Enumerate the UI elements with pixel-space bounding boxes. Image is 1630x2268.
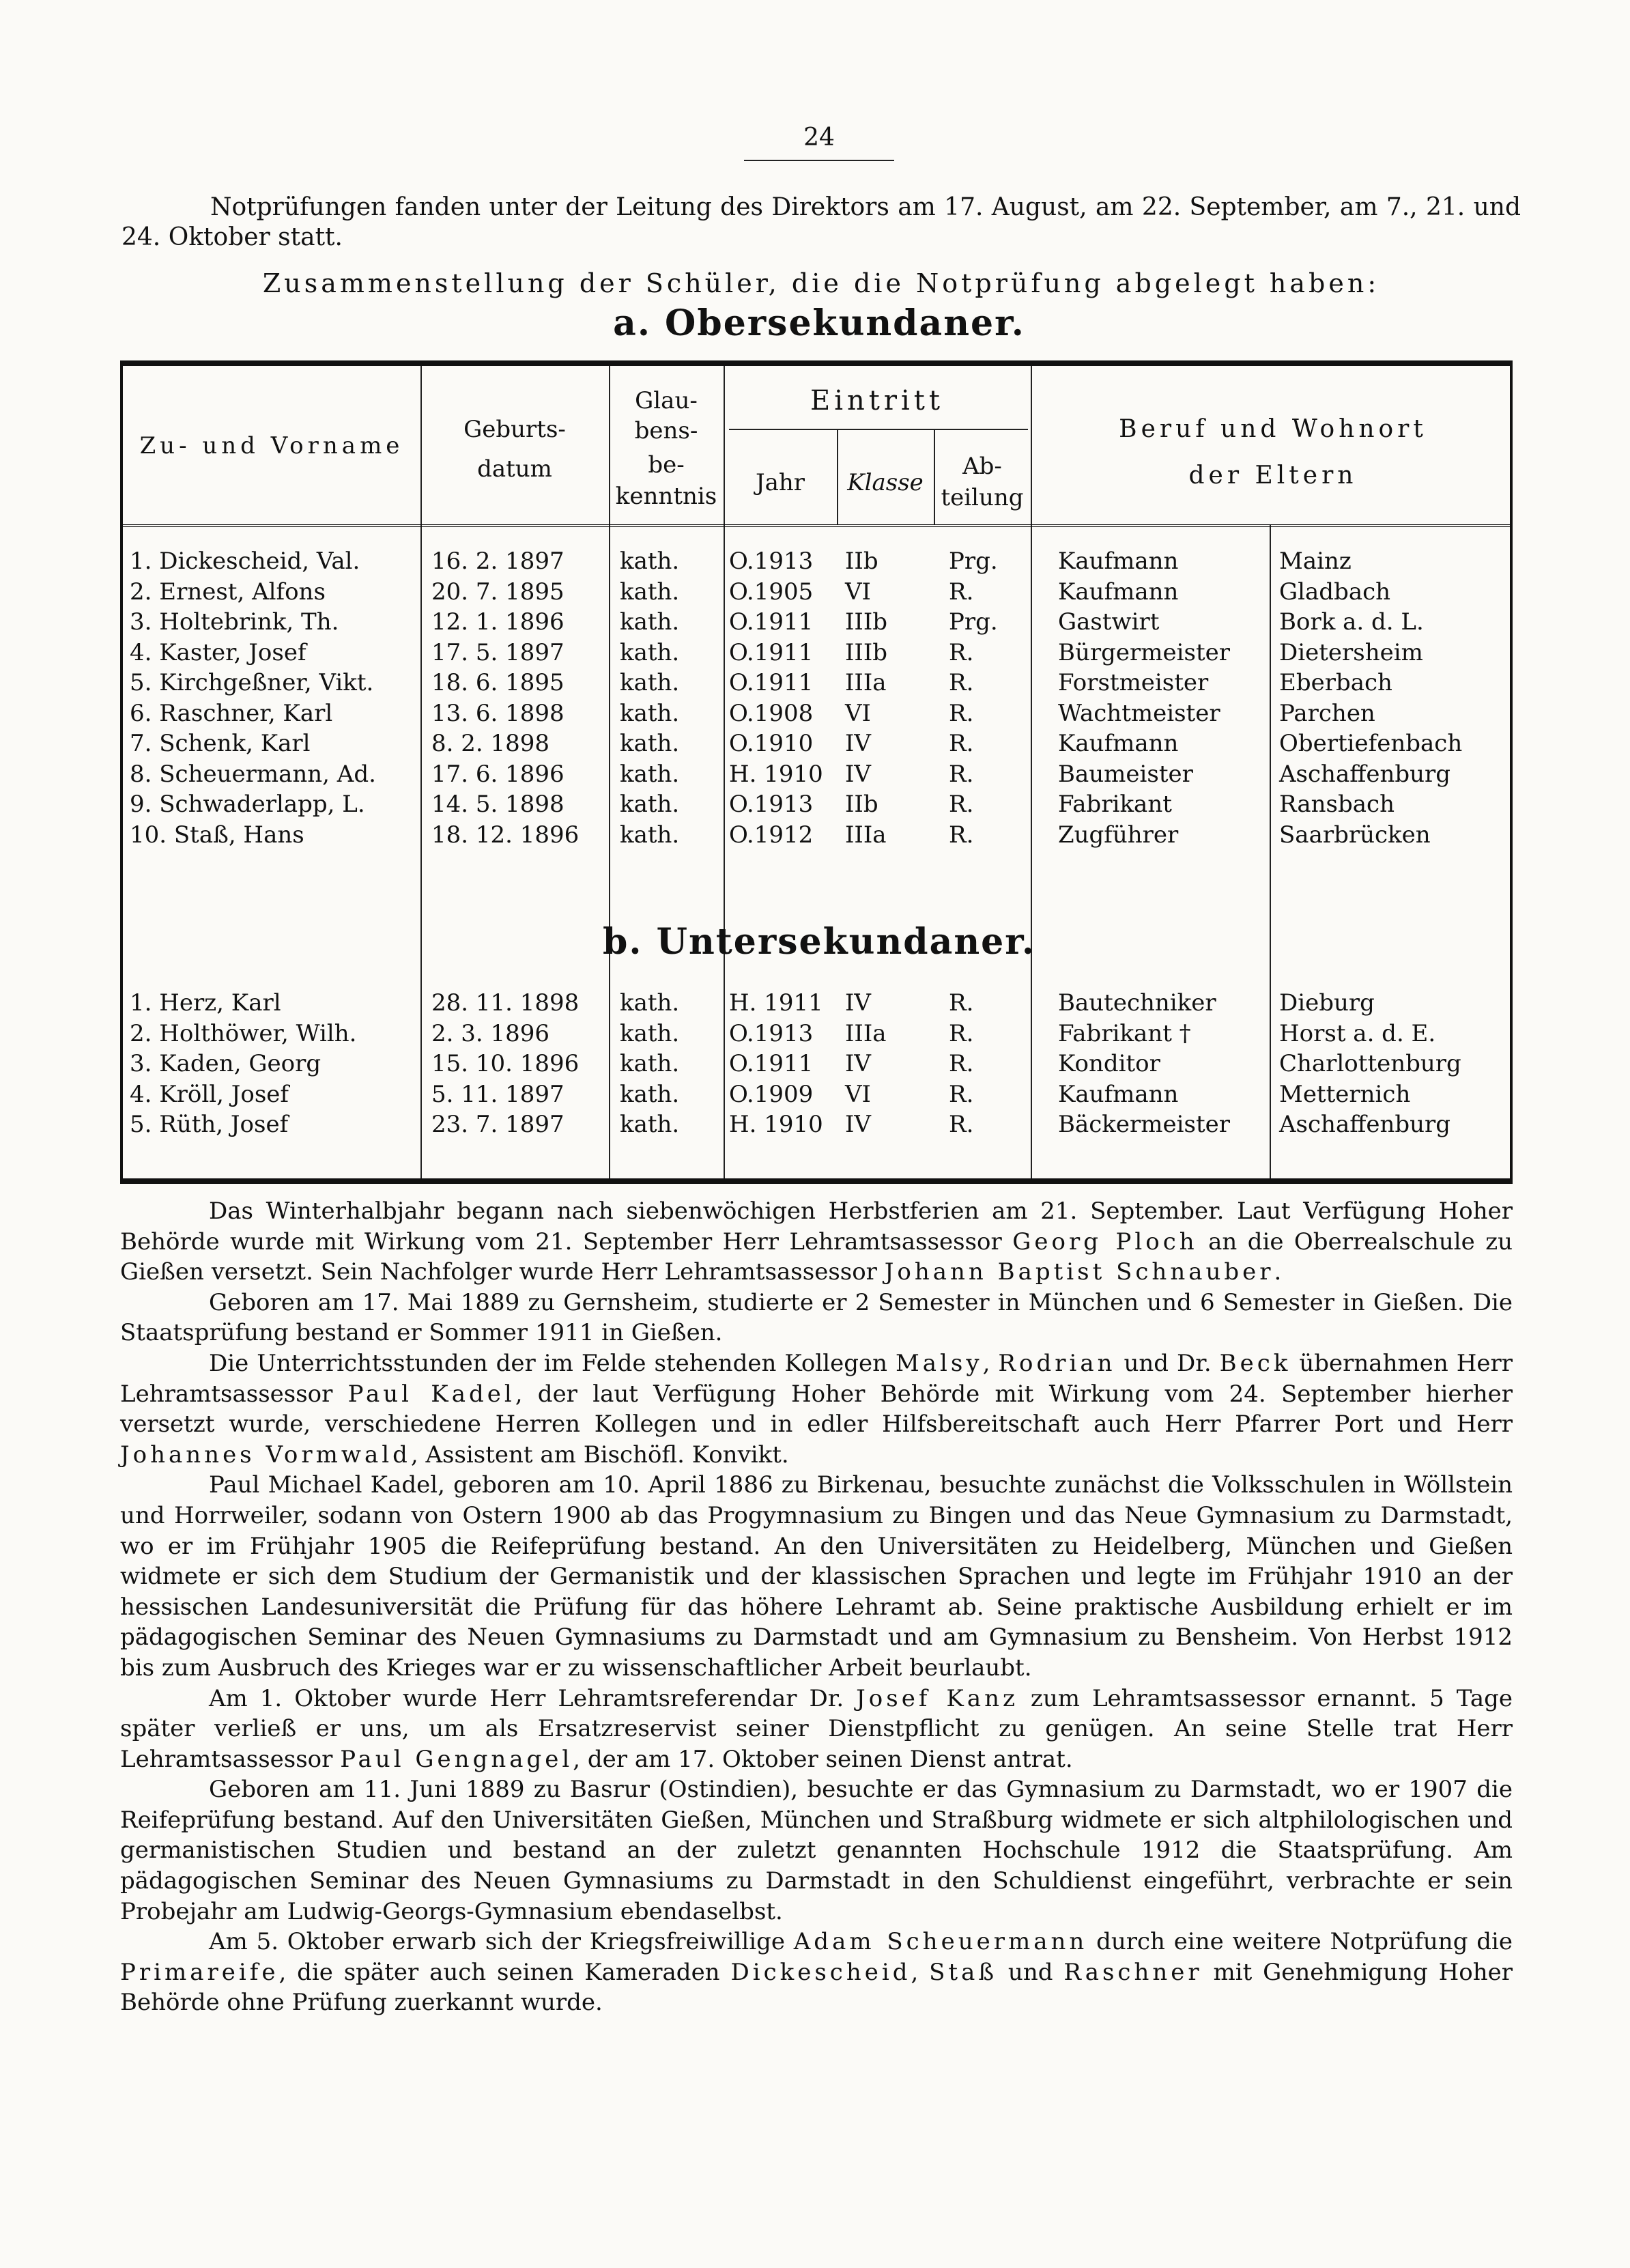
birth-date: 20. 7. 1895: [431, 578, 564, 606]
spaced-name: Paul Gengnagel: [340, 1745, 573, 1773]
parent-residence: Eberbach: [1279, 669, 1392, 696]
table-row: [123, 1049, 1510, 1079]
parent-residence: Aschaffenburg: [1279, 760, 1451, 788]
religion: kath.: [620, 760, 680, 788]
student-name: 10. Staß, Hans: [130, 821, 304, 849]
religion: kath.: [620, 608, 680, 636]
header-year: Jahr: [755, 469, 805, 496]
parent-occupation: Fabrikant: [1058, 791, 1172, 818]
spaced-name: Georg Ploch: [1012, 1228, 1198, 1256]
parent-residence: Ransbach: [1279, 791, 1395, 818]
religion: kath.: [620, 1080, 680, 1108]
student-name: 7. Schenk, Karl: [130, 730, 311, 757]
student-name: 2. Ernest, Alfons: [130, 578, 326, 606]
entry-year: O.1911: [729, 1050, 814, 1077]
spaced-name: Adam Scheuermann: [793, 1928, 1088, 1956]
student-name: 8. Scheuermann, Ad.: [130, 760, 376, 788]
entry-year: O.1909: [729, 1080, 814, 1108]
parent-occupation: Kaufmann: [1058, 578, 1179, 606]
text-run: an die Oberrealschule zu Gießen versetzt. Sein Nachfolger wurde Herr Lehramtsassessor: [120, 1228, 1513, 1286]
text-run: und Dr.: [1115, 1349, 1220, 1377]
entry-class: IIIb: [845, 638, 888, 666]
table-row: [123, 1019, 1510, 1049]
table-row: [123, 789, 1510, 819]
spaced-name: Malsy: [895, 1349, 983, 1377]
department: Prg.: [949, 548, 998, 575]
department: R.: [949, 1111, 974, 1138]
parent-residence: Horst a. d. E.: [1279, 1019, 1436, 1047]
header-birth-2: datum: [477, 455, 552, 483]
header-entry: Eintritt: [810, 385, 944, 416]
entry-year: O.1913: [729, 791, 814, 818]
entry-class: VI: [845, 578, 871, 606]
spaced-name: Johann Baptist Schnauber: [884, 1258, 1274, 1286]
entry-class: VI: [845, 1080, 871, 1108]
text-run: Die Unterrichtsstunden der im Felde stehenden Kollegen: [209, 1349, 896, 1377]
spaced-name: Rodrian: [998, 1349, 1116, 1377]
text-run: .: [1274, 1258, 1282, 1286]
entry-class: VI: [845, 699, 871, 727]
text-run: durch eine weitere Notprüfung die: [1087, 1928, 1513, 1956]
department: R.: [949, 699, 974, 727]
birth-date: 14. 5. 1898: [431, 791, 564, 818]
paragraph-4: Paul Michael Kadel, geboren am 10. April 1886 zu Birkenau, besuchte zunächst die Volksschulen in Wöllstein und Horrweiler, sodann von Ostern 1900 ab das Progymnasium zu Bingen und das Neue Gymnasium zu Darmstadt, wo er im Frühjahr 1905 die Reifeprüfung bestand. An den Universitäten zu Heidelberg, München und Gießen widmete er sich dem Studium der Germanistik und der klassischen Sprachen und legte im Frühjahr 1910 an der hessischen Landesuniversität die Prüfung für das höhere Lehramt ab. Seine praktische Ausbildung erhielt er im pädagogischen Seminar des Neuen Gymnasiums zu Darmstadt und am Gymnasium zu Bensheim. Von Herbst 1912 bis zum Ausbruch des Krieges war er zu wissenschaftlicher Arbeit beurlaubt.: [120, 1471, 1513, 1682]
spaced-name: Staß: [929, 1958, 998, 1986]
page-number-rule: [744, 160, 894, 161]
parent-occupation: Bäckermeister: [1058, 1111, 1230, 1138]
header-name: Zu- und Vorname: [139, 432, 404, 459]
entry-year: O.1913: [729, 1019, 814, 1047]
table-subtitle: Zusammenstellung der Schüler, die die Notprüfung abgelegt haben:: [262, 268, 1380, 298]
entry-year: H. 1911: [729, 989, 823, 1017]
parent-occupation: Forstmeister: [1058, 669, 1209, 696]
student-name: 6. Raschner, Karl: [130, 699, 333, 727]
paragraph-6: Geboren am 11. Juni 1889 zu Basrur (Ostindien), besuchte er das Gymnasium zu Darmstadt, wo er 1907 die Reifeprüfung bestand. Auf den Universitäten Gießen, München und Straßburg widmete er sich altphilologischen und germanistischen Studien und bestand an der zuletzt genannten Hochschule 1912 die Staatsprüfung. Am pädagogischen Seminar des Neuen Gymnasiums zu Darmstadt in den Schuldienst eingeführt, verbrachte er sein Probejahr am Ludwig-Georgs-Gymnasium ebendaselbst.: [120, 1776, 1513, 1925]
section-a-heading: a. Obersekundaner.: [613, 302, 1025, 344]
entry-class: IV: [845, 760, 871, 788]
text-run: und: [997, 1958, 1064, 1986]
table-row: [123, 638, 1510, 668]
birth-date: 18. 12. 1896: [431, 821, 580, 849]
parent-occupation: Kaufmann: [1058, 1080, 1179, 1108]
entry-class: IV: [845, 989, 871, 1017]
section-b-heading: b. Untersekundaner.: [603, 921, 1035, 963]
religion: kath.: [620, 821, 680, 849]
birth-date: 2. 3. 1896: [431, 1019, 550, 1047]
entry-class: IIIa: [845, 821, 887, 849]
department: R.: [949, 1019, 974, 1047]
text-run: Am 5. Oktober erwarb sich der Kriegsfreiwillige: [209, 1928, 794, 1956]
table-row: [123, 820, 1510, 850]
text-run: , der am 17. Oktober seinen Dienst antrat.: [573, 1745, 1073, 1773]
department: R.: [949, 578, 974, 606]
entry-year: O.1905: [729, 578, 814, 606]
table-row: [123, 546, 1510, 576]
religion: kath.: [620, 1019, 680, 1047]
birth-date: 18. 6. 1895: [431, 669, 564, 696]
entry-year: O.1912: [729, 821, 814, 849]
parent-occupation: Wachtmeister: [1058, 699, 1220, 727]
department: R.: [949, 989, 974, 1017]
header-parents-2: der Eltern: [1188, 462, 1358, 490]
text-run: Am 1. Oktober wurde Herr Lehramtsreferendar Dr.: [209, 1684, 857, 1712]
entry-year: H. 1910: [729, 760, 823, 788]
parent-residence: Gladbach: [1279, 578, 1391, 606]
parent-occupation: Bürgermeister: [1058, 638, 1230, 666]
entry-class: IIb: [845, 791, 878, 818]
religion: kath.: [620, 1050, 680, 1077]
table-row: [123, 577, 1510, 607]
text-run: ,: [982, 1349, 999, 1377]
birth-date: 17. 6. 1896: [431, 760, 564, 788]
parent-occupation: Konditor: [1058, 1050, 1160, 1077]
spaced-name: Raschner: [1063, 1958, 1203, 1986]
parent-residence: Saarbrücken: [1279, 821, 1431, 849]
header-class: Klasse: [847, 469, 924, 496]
table-row: [123, 1079, 1510, 1109]
entry-class: IIIa: [845, 669, 887, 696]
entry-class: IIIa: [845, 1019, 887, 1047]
entry-class: IV: [845, 1050, 871, 1077]
department: R.: [949, 760, 974, 788]
table-row: [123, 698, 1510, 728]
text-run: ,: [911, 1958, 930, 1986]
parent-residence: Dietersheim: [1279, 638, 1423, 666]
table-row: [123, 759, 1510, 789]
department: R.: [949, 791, 974, 818]
birth-date: 17. 5. 1897: [431, 638, 564, 666]
header-religion-2: bens-: [634, 417, 698, 444]
paragraph-7: [120, 1927, 1513, 2018]
parent-occupation: Fabrikant †: [1058, 1019, 1191, 1047]
parent-residence: Obertiefenbach: [1279, 730, 1463, 757]
parent-occupation: Kaufmann: [1058, 548, 1179, 575]
text-run: und Herr: [1383, 1411, 1513, 1438]
parent-residence: Aschaffenburg: [1279, 1111, 1451, 1138]
student-name: 1. Dickescheid, Val.: [130, 548, 360, 575]
spaced-name: Johannes Vormwald: [120, 1441, 411, 1469]
religion: kath.: [620, 989, 680, 1017]
parent-residence: Dieburg: [1279, 989, 1375, 1017]
table-row: [123, 988, 1510, 1018]
paragraph-2: Geboren am 17. Mai 1889 zu Gernsheim, studierte er 2 Semester in München und 6 Semester in Gießen. Die Staatsprüfung bestand er Sommer 1911 in Gießen.: [120, 1288, 1513, 1347]
religion: kath.: [620, 791, 680, 818]
header-birth-1: Geburts-: [463, 416, 566, 443]
parent-occupation: Gastwirt: [1058, 608, 1160, 636]
text-run: , die später auch seinen Kameraden: [278, 1958, 731, 1986]
spaced-name: Dickescheid: [730, 1958, 911, 1986]
parent-residence: Metternich: [1279, 1080, 1411, 1108]
student-name: 3. Holtebrink, Th.: [130, 608, 339, 636]
report-body: [120, 1196, 1513, 2018]
birth-date: 23. 7. 1897: [431, 1111, 564, 1138]
header-dept-1: Ab-: [962, 453, 1002, 480]
parent-occupation: Zugführer: [1058, 821, 1179, 849]
religion: kath.: [620, 548, 680, 575]
entry-class: IV: [845, 1111, 871, 1138]
table-row: [123, 728, 1510, 759]
table-row: [123, 1109, 1510, 1139]
text-run: , Assistent am Bischöfl. Konvikt.: [410, 1441, 789, 1469]
student-name: 2. Holthöwer, Wilh.: [130, 1019, 357, 1047]
entry-year: O.1913: [729, 548, 814, 575]
page-number: 24: [803, 124, 835, 152]
religion: kath.: [620, 638, 680, 666]
header-dept-2: teilung: [941, 484, 1024, 511]
paragraph-1: [120, 1196, 1513, 1288]
paragraph-5: [120, 1684, 1513, 1775]
student-name: 5. Rüth, Josef: [130, 1111, 289, 1138]
birth-date: 15. 10. 1896: [431, 1050, 580, 1077]
entry-year: H. 1910: [729, 1111, 823, 1138]
birth-date: 8. 2. 1898: [431, 730, 550, 757]
eintritt-rule: [729, 429, 1028, 430]
table-row: [123, 668, 1510, 698]
spaced-name: Beck: [1219, 1349, 1291, 1377]
student-name: 4. Kröll, Josef: [130, 1080, 289, 1108]
parent-residence: Parchen: [1279, 699, 1375, 727]
parent-residence: Charlottenburg: [1279, 1050, 1461, 1077]
entry-year: O.1908: [729, 699, 814, 727]
religion: kath.: [620, 578, 680, 606]
birth-date: 5. 11. 1897: [431, 1080, 564, 1108]
department: R.: [949, 1050, 974, 1077]
paragraph-3: [120, 1348, 1513, 1470]
parent-occupation: Kaufmann: [1058, 730, 1179, 757]
student-name: 5. Kirchgeßner, Vikt.: [130, 669, 374, 696]
header-parents-1: Beruf und Wohnort: [1119, 415, 1427, 443]
student-name: 1. Herz, Karl: [130, 989, 281, 1017]
table-row: [123, 607, 1510, 637]
parent-residence: Bork a. d. L.: [1279, 608, 1424, 636]
department: R.: [949, 669, 974, 696]
header-religion-4: kenntnis: [615, 483, 717, 510]
text-run: Das Winterhalbjahr begann nach siebenwöchigen Herbstferien am 21. September. Laut Verfügung Hoher Behörde wurde mit Wirkung vom 21. September Herr Lehramtsassessor: [120, 1197, 1513, 1256]
header-religion-3: be-: [648, 451, 685, 479]
entry-year: O.1911: [729, 608, 814, 636]
entry-year: O.1911: [729, 669, 814, 696]
students-table: [120, 360, 1513, 1184]
intro-paragraph: [121, 193, 1521, 253]
entry-year: O.1911: [729, 638, 814, 666]
text-run: zum Lehramtsassessor ernannt. 5 Tage später verließ er uns, um als Ersatzreservist seiner Dienstpflicht zu genügen. An seine Stelle trat Herr Lehramtsassessor: [120, 1684, 1513, 1773]
religion: kath.: [620, 1111, 680, 1138]
spaced-name: Josef Kanz: [856, 1684, 1018, 1712]
department: R.: [949, 730, 974, 757]
religion: kath.: [620, 730, 680, 757]
birth-date: 16. 2. 1897: [431, 548, 564, 575]
text-run: übernahmen Herr Lehramtsassessor: [120, 1349, 1513, 1408]
department: R.: [949, 1080, 974, 1108]
spaced-name: Port: [1334, 1411, 1384, 1438]
header-rule: [123, 524, 1510, 527]
parent-occupation: Baumeister: [1058, 760, 1193, 788]
spaced-name: Paul Kadel: [347, 1380, 515, 1408]
student-name: 4. Kaster, Josef: [130, 638, 306, 666]
entry-class: IV: [845, 730, 871, 757]
header-religion-1: Glau-: [635, 387, 698, 414]
birth-date: 28. 11. 1898: [431, 989, 580, 1017]
spaced-name: Primareife: [120, 1958, 279, 1986]
parent-occupation: Bautechniker: [1058, 989, 1216, 1017]
parent-residence: Mainz: [1279, 548, 1352, 575]
department: Prg.: [949, 608, 998, 636]
intro-text: Notprüfungen fanden unter der Leitung des Direktors am 17. August, am 22. September, am 7., 21. und 24. Oktober statt.: [121, 193, 1521, 251]
text-run: mit Genehmigung Hoher Behörde ohne Prüfung zuerkannt wurde.: [120, 1958, 1513, 2017]
entry-class: IIIb: [845, 608, 888, 636]
student-name: 9. Schwaderlapp, L.: [130, 791, 365, 818]
religion: kath.: [620, 699, 680, 727]
student-name: 3. Kaden, Georg: [130, 1050, 321, 1077]
text-run: , der laut Verfügung Hoher Behörde mit Wirkung vom 24. September hierher versetzt wurde, verschiedene Herren Kollegen und in edler Hilfsbereitschaft auch Herr Pfarrer: [120, 1380, 1513, 1438]
entry-class: IIb: [845, 548, 878, 575]
department: R.: [949, 638, 974, 666]
birth-date: 12. 1. 1896: [431, 608, 564, 636]
department: R.: [949, 821, 974, 849]
birth-date: 13. 6. 1898: [431, 699, 564, 727]
entry-year: O.1910: [729, 730, 814, 757]
religion: kath.: [620, 669, 680, 696]
